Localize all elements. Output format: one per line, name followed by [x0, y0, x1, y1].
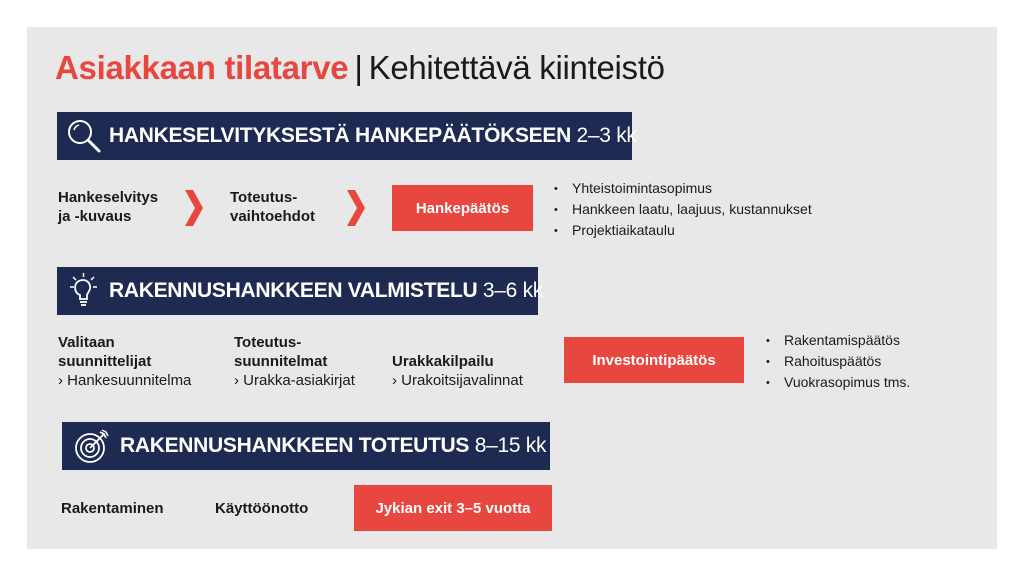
section-2-duration: 3–6 kk [482, 279, 543, 302]
step-line: suunnitelmat [234, 353, 328, 370]
list-item: • Rahoituspäätös [766, 351, 910, 372]
decision-investointipaatos: Investointipäätös [564, 337, 744, 383]
section-banner-1 [57, 112, 637, 160]
section-3-duration: 8–15 kk [474, 434, 547, 457]
magnifier-icon [65, 114, 103, 158]
list-item: • Projektiaikataulu [554, 220, 812, 241]
step-rakentaminen [61, 499, 164, 518]
lightbulb-icon [65, 269, 103, 313]
step-sub: › Hankesuunnitelma [58, 372, 192, 389]
target-icon [70, 424, 114, 468]
section-3-heading: RAKENNUSHANKKEEN TOTEUTUS [120, 434, 470, 457]
step-line: vaihtoehdot [230, 208, 315, 225]
step-line: Toteutus- [230, 189, 298, 206]
step-toteutusvaihtoehdot [230, 188, 315, 226]
chevron-right-icon [347, 190, 365, 226]
step-urakkakilpailu [392, 352, 523, 390]
step-hankeselvitys [58, 188, 158, 226]
step-line: Rakentaminen [61, 500, 164, 517]
title-highlight: Asiakkaan tilatarve [55, 49, 349, 86]
step-line: ja -kuvaus [58, 208, 132, 225]
title-rest: Kehitettävä kiinteistö [368, 49, 665, 86]
list-item: • Vuokrasopimus tms. [766, 372, 910, 393]
section-1-heading: HANKESELVITYKSESTÄ HANKEPÄÄTÖKSEEN [109, 124, 571, 147]
step-line: Toteutus- [234, 334, 302, 351]
title-separator: | [354, 49, 363, 86]
step-valitaan-suunnittelijat [58, 333, 191, 390]
decision-exit: Jykian exit 3–5 vuotta [354, 485, 552, 531]
list-item: • Rakentamispäätös [766, 330, 910, 351]
section-1-duration: 2–3 kk [576, 124, 637, 147]
step-sub: › Urakoitsijavalinnat [392, 372, 523, 389]
decision-hankepaatos: Hankepäätös [392, 185, 533, 231]
step-line: Valitaan [58, 334, 115, 351]
list-item: • Yhteistoimintasopimus [554, 178, 812, 199]
section-banner-3 [62, 422, 550, 470]
bullet-list-1 [554, 178, 812, 241]
section-2-heading: RAKENNUSHANKKEEN VALMISTELU [109, 279, 478, 302]
step-line: Urakkakilpailu [392, 353, 494, 370]
step-toteutussuunnitelmat [234, 333, 355, 390]
step-line: Käyttöönotto [215, 500, 309, 517]
bullet-list-2 [766, 330, 910, 393]
list-item: • Hankkeen laatu, laajuus, kustannukset [554, 199, 812, 220]
step-kayttoonotto [215, 499, 308, 518]
step-sub: › Urakka-asiakirjat [234, 372, 355, 389]
section-banner-2 [57, 267, 543, 315]
step-line: Hankeselvitys [58, 189, 159, 206]
chevron-right-icon [185, 190, 203, 226]
page-title [55, 49, 665, 87]
step-line: suunnittelijat [58, 353, 152, 370]
